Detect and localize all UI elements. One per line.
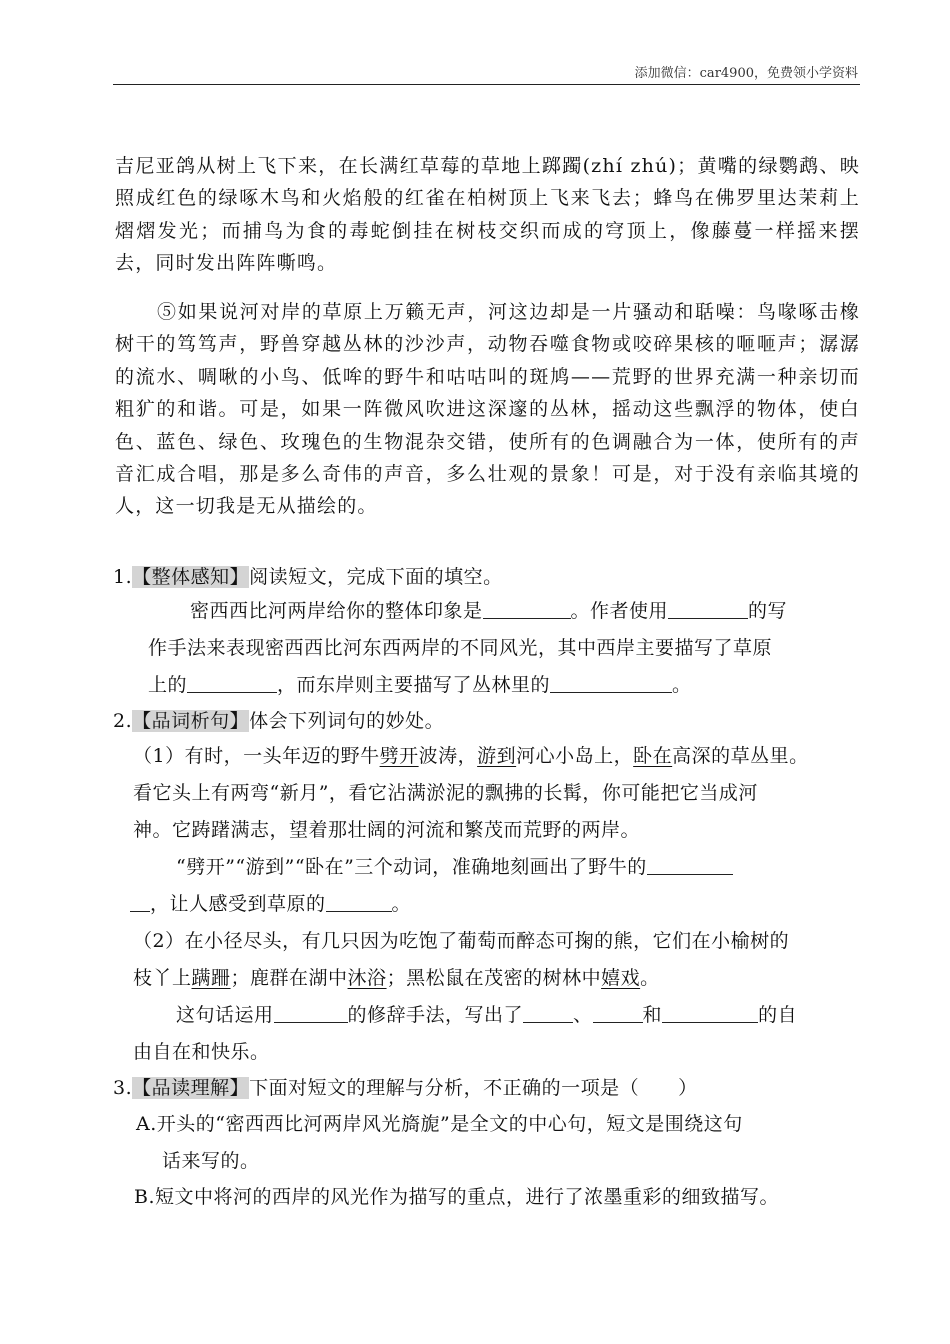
q3-number: 3. <box>113 1077 133 1099</box>
q2-sentence-1 <box>133 741 809 768</box>
header-rule <box>113 84 860 85</box>
q1-text: 密西西比河两岸给你的整体印象是 <box>190 600 483 622</box>
q2-text: “劈开”“游到”“卧在”三个动词，准确地刻画出了野牛的 <box>176 856 647 878</box>
q2-text: 河心小岛上， <box>516 745 634 767</box>
q2-text: 。 <box>640 967 660 989</box>
q3-heading <box>113 1073 698 1100</box>
q2-heading <box>113 706 444 733</box>
q3-option-b[interactable]: B.短文中将河的西岸的风光作为描写的重点，进行了浓墨重彩的细致描写。 <box>134 1186 780 1208</box>
underlined-verb: 蹒跚 <box>191 967 231 989</box>
q2-text: （1）有时，一头年迈的野牛 <box>133 745 380 767</box>
answer-blank[interactable] <box>483 600 571 619</box>
q2-sentence-2: （2）在小径尽头，有几只因为吃饱了葡萄而醉态可掬的熊，它们在小榆树的 <box>133 930 790 952</box>
q2-text: ，让人感受到草原的 <box>150 893 326 915</box>
answer-blank[interactable] <box>550 674 672 693</box>
q1-heading <box>113 562 503 589</box>
underlined-verb: 劈开 <box>379 745 419 767</box>
q3-prompt: 下面对短文的理解与分析，不正确的一项是（ ） <box>249 1077 698 1099</box>
q1-tag: 【整体感知】 <box>132 566 250 588</box>
q2-prompt: 体会下列词句的妙处。 <box>249 710 445 732</box>
q2-text: 和 <box>642 1004 663 1026</box>
answer-blank[interactable] <box>274 1004 348 1023</box>
underlined-verb: 卧在 <box>633 745 673 767</box>
q2-sentence-2-line-2 <box>133 963 660 990</box>
answer-blank[interactable] <box>647 856 733 875</box>
q2-text: 的修辞手法，写出了 <box>347 1004 524 1026</box>
q2-answer-2-line-2: 由自在和快乐。 <box>133 1041 270 1063</box>
q3-option-a-line-2: 话来写的。 <box>162 1150 260 1172</box>
q1-text: 的写 <box>748 600 788 622</box>
answer-blank[interactable] <box>326 893 392 912</box>
answer-blank[interactable] <box>662 1004 758 1023</box>
q1-text: 。 <box>672 674 692 696</box>
q2-number: 2. <box>113 710 133 732</box>
q1-line-3 <box>148 670 692 697</box>
underlined-verb: 沐浴 <box>347 967 387 989</box>
answer-blank[interactable] <box>130 893 150 912</box>
q2-tag: 【品词析句】 <box>132 710 250 732</box>
header-note: 添加微信：car4900，免费领小学资料 <box>634 66 858 81</box>
q2-text: ；鹿群在湖中 <box>230 967 348 989</box>
answer-blank[interactable] <box>593 1004 643 1023</box>
q1-text: 上的 <box>148 674 188 696</box>
q2-text: 波涛， <box>418 745 478 767</box>
q2-sentence-1-line-3: 神。它踌躇满志，望着那壮阔的河流和繁茂而荒野的两岸。 <box>133 819 641 841</box>
q2-answer-1-line-1 <box>176 852 733 879</box>
passage-paragraph-4: 吉尼亚鸽从树上飞下来，在长满红草莓的草地上踯躅(zhí zhú)；黄嘴的绿鹦鹉、映照成红色的绿啄木鸟和火焰般的红雀在柏树顶上飞来飞去；蜂鸟在佛罗里达茉莉上熠熠发光；而捕鸟为食的毒蛇倒挂在树枝交织而成的穹顶上，像藤蔓一样摇来摆去，同时发出阵阵嘶鸣。 <box>115 155 860 275</box>
answer-blank[interactable] <box>523 1004 573 1023</box>
q2-answer-2-line-1 <box>176 1000 797 1027</box>
q2-text: 的自 <box>758 1004 798 1026</box>
q2-text: 高深的草丛里。 <box>672 745 809 767</box>
q1-text: ，而东岸则主要描写了丛林里的 <box>277 674 551 696</box>
underlined-verb: 嬉戏 <box>601 967 641 989</box>
q2-text: 、 <box>573 1004 593 1026</box>
passage-paragraph-5: ⑤如果说河对岸的草原上万籁无声，河这边却是一片骚动和聒噪：鸟喙啄击橡树干的笃笃声，野兽穿越丛林的沙沙声，动物吞噬食物或咬碎果核的咂咂声；潺潺的流水、啁啾的小鸟、低哞的野牛和咕咕叫的斑鸠——荒野的世界充满一种亲切而粗犷的和谐。可是，如果一阵微风吹进这深邃的丛林，摇动这些飘浮的物体，使白色、蓝色、绿色、玫瑰色的生物混杂交错，使所有的色调融合为一体，使所有的声音汇成合唱，那是多么奇伟的声音，多么壮观的景象！可是，对于没有亲临其境的人，这一切我是无从描绘的。 <box>115 301 860 518</box>
q1-prompt: 阅读短文，完成下面的填空。 <box>249 566 503 588</box>
q3-tag: 【品读理解】 <box>132 1077 250 1099</box>
q3-option-a[interactable]: A.开头的“密西西比河两岸风光旖旎”是全文的中心句，短文是围绕这句 <box>136 1113 743 1135</box>
q2-sentence-1-line-2: 看它头上有两弯“新月”，看它沾满淤泥的飘拂的长髯，你可能把它当成河 <box>133 782 758 804</box>
q2-text: ；黑松鼠在茂密的树林中 <box>386 967 602 989</box>
q2-answer-1-line-2 <box>130 889 411 916</box>
q2-text: 。 <box>391 893 412 915</box>
q1-number: 1. <box>113 566 133 588</box>
q1-line-2: 作手法来表现密西西比河东西两岸的不同风光，其中西岸主要描写了草原 <box>148 637 773 659</box>
q2-text: 这句话运用 <box>176 1004 274 1026</box>
underlined-verb: 游到 <box>477 745 517 767</box>
answer-blank[interactable] <box>187 674 277 693</box>
q1-line-1 <box>190 596 787 623</box>
q1-text: 。作者使用 <box>570 600 669 622</box>
q2-text: 枝丫上 <box>133 967 192 989</box>
answer-blank[interactable] <box>668 600 748 619</box>
